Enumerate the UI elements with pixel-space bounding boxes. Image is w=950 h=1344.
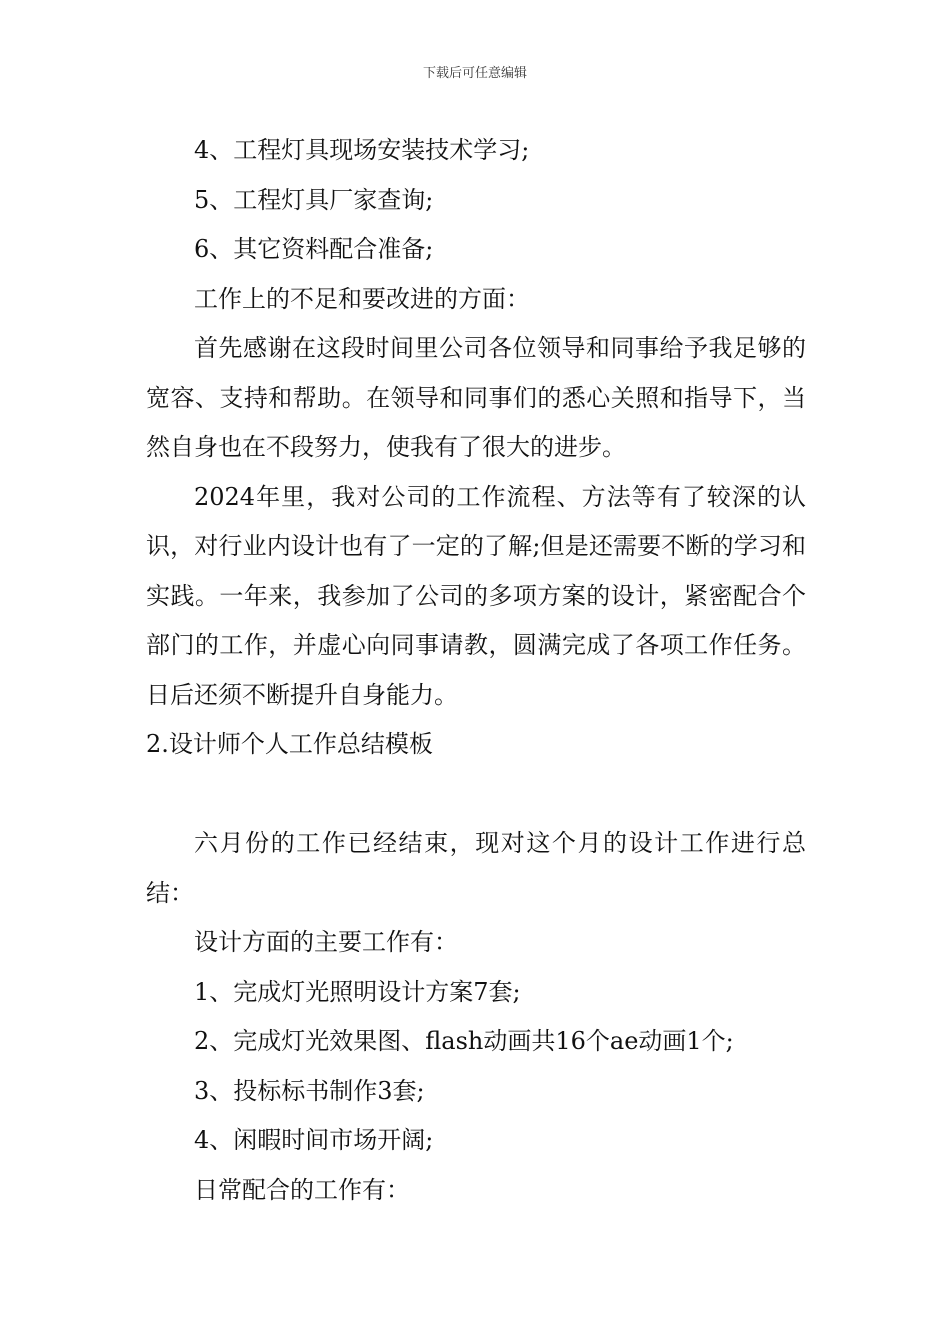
list-item: 2、完成灯光效果图、flash动画共16个ae动画1个; <box>194 1027 734 1055</box>
section-title: 2.设计师个人工作总结模板 <box>146 730 433 758</box>
subheading-paragraph: 工作上的不足和要改进的方面： <box>194 284 530 313</box>
list-item: 4、闲暇时间市场开阔; <box>194 1126 434 1154</box>
page-header: 下载后可任意编辑 <box>422 66 527 81</box>
list-item: 5、工程灯具厂家查询; <box>194 185 434 214</box>
body-paragraph: 2024年里，我对公司的工作流程、方法等有了较深的认识，对行业内设计也有了一定的了解;但是还需要不断的学习和实践。一年来，我参加了公司的多项方案的设计，紧密配合个部门的工作，并虚心向同事请教，圆满完成了各项工作任务。日后还须不断提升自身能力。 <box>146 482 806 709</box>
blank-line <box>146 770 806 820</box>
list-item: 6、其它资料配合准备; <box>194 235 434 263</box>
list-item: 1、完成灯光照明设计方案7套; <box>194 977 521 1006</box>
subheading-paragraph: 设计方面的主要工作有： <box>194 928 458 956</box>
list-item: 3、投标标书制作3套; <box>194 1076 425 1105</box>
list-item: 4、工程灯具现场安装技术学习; <box>194 136 530 164</box>
subheading-paragraph: 日常配合的工作有： <box>194 1175 410 1204</box>
document-body <box>146 126 806 1215</box>
body-paragraph: 六月份的工作已经结束，现对这个月的设计工作进行总结： <box>146 829 806 907</box>
body-paragraph: 首先感谢在这段时间里公司各位领导和同事给予我足够的宽容、支持和帮助。在领导和同事们的悉心关照和指导下，当然自身也在不段努力，使我有了很大的进步。 <box>146 334 806 461</box>
